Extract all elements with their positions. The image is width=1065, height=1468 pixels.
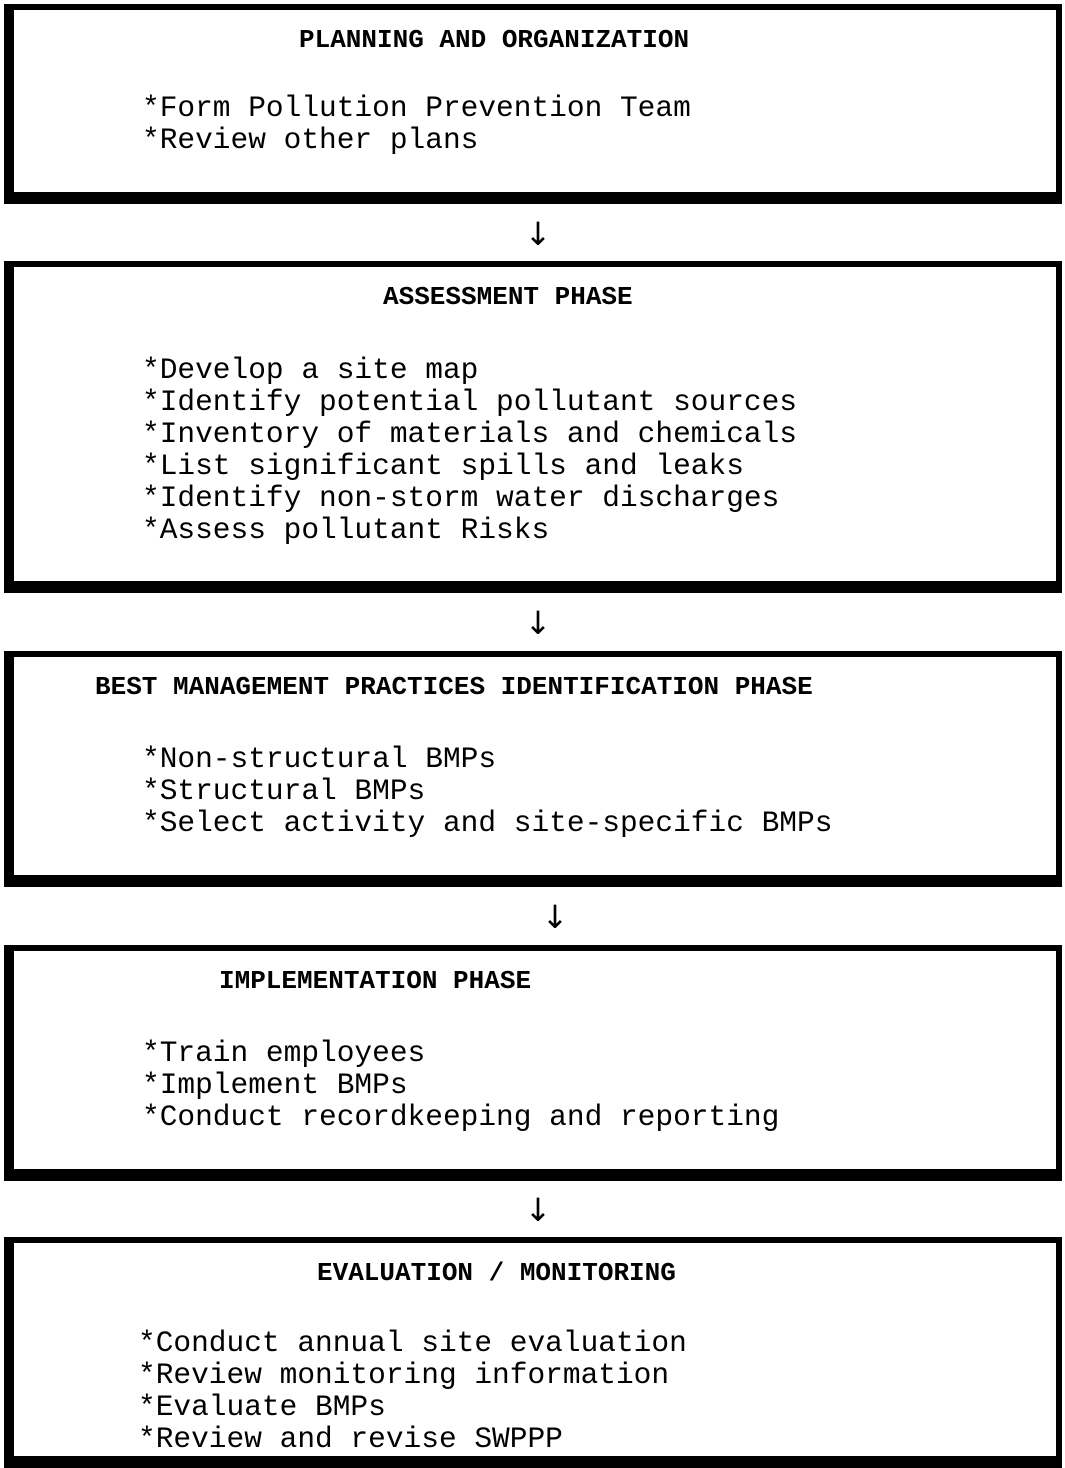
phase-item: *Train employees [142, 1036, 426, 1070]
phase-item: *Structural BMPs [142, 774, 426, 808]
phase-item: *Review monitoring information [138, 1358, 670, 1392]
phase-item: *Develop a site map [142, 353, 479, 387]
phase-item: *Implement BMPs [142, 1068, 408, 1102]
phase-item-list [142, 354, 797, 546]
phase-item: *Select activity and site-specific BMPs [142, 806, 833, 840]
phase-item: *Non-structural BMPs [142, 742, 497, 776]
phase-item-list [142, 92, 691, 156]
down-arrow-icon: ↓ [541, 898, 569, 936]
phase-item: *Review other plans [142, 123, 479, 157]
phase-title: EVALUATION / MONITORING [317, 1258, 676, 1288]
phase-box-bmp-identification [4, 651, 1062, 887]
phase-item: *Form Pollution Prevention Team [142, 91, 691, 125]
phase-item: *Conduct annual site evaluation [138, 1326, 687, 1360]
phase-item-list [142, 743, 832, 839]
phase-box-assessment [4, 261, 1062, 593]
phase-item-list [138, 1327, 687, 1455]
phase-item: *Identify potential pollutant sources [142, 385, 798, 419]
phase-box-implementation [4, 945, 1062, 1181]
phase-title: BEST MANAGEMENT PRACTICES IDENTIFICATION PHASE [95, 672, 813, 702]
phase-item: *List significant spills and leaks [142, 449, 744, 483]
phase-item: *Conduct recordkeeping and reporting [142, 1100, 780, 1134]
phase-title: ASSESSMENT PHASE [383, 282, 633, 312]
phase-title: IMPLEMENTATION PHASE [219, 966, 532, 996]
down-arrow-icon: ↓ [524, 215, 552, 253]
phase-item: *Identify non-storm water discharges [142, 481, 780, 515]
phase-item: *Review and revise SWPPP [138, 1422, 563, 1456]
down-arrow-icon: ↓ [524, 604, 552, 642]
phase-item-list [142, 1037, 779, 1133]
phase-item: *Inventory of materials and chemicals [142, 417, 798, 451]
phase-title: PLANNING AND ORGANIZATION [299, 25, 690, 55]
phase-item: *Evaluate BMPs [138, 1390, 386, 1424]
phase-box-planning [4, 4, 1062, 204]
down-arrow-icon: ↓ [524, 1191, 552, 1229]
phase-box-evaluation [4, 1237, 1062, 1468]
phase-item: *Assess pollutant Risks [142, 513, 550, 547]
